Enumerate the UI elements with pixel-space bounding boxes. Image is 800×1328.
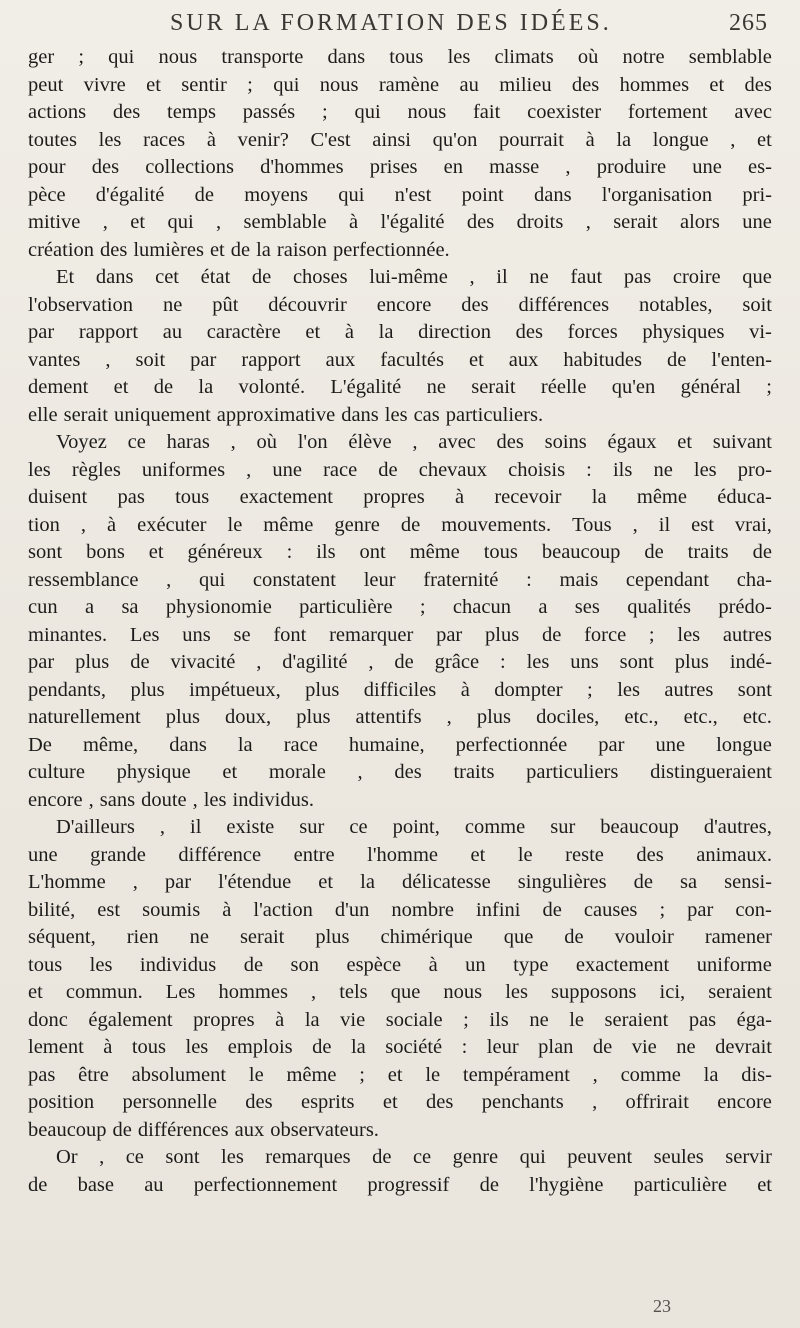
text-line: beaucoup de différences aux observateurs.	[28, 1118, 379, 1141]
text-line: tion , à exécuter le même genre de mouvements. Tous , il est vrai,	[28, 513, 772, 536]
text-line: sont bons et généreux : ils ont même tous beaucoup de traits de	[28, 541, 772, 563]
text-line: ressemblance , qui constatent leur fraternité : mais cependant cha-	[28, 568, 772, 591]
text-line: vantes , soit par rapport aux facultés et aux habitudes de l'enten-	[28, 348, 772, 371]
text-line: lement à tous les emplois de la société : leur plan de vie ne devrait	[28, 1036, 772, 1058]
text-line: pas être absolument le même ; et le tempérament , comme la dis-	[28, 1063, 772, 1086]
text-line: de base au perfectionnement progressif de l'hygiène particulière et	[28, 1173, 772, 1196]
body-text	[28, 44, 772, 1199]
text-line: l'observation ne pût découvrir encore des différences notables, soit	[28, 293, 772, 316]
text-line: donc également propres à la vie sociale ; ils ne le seraient pas éga-	[28, 1008, 772, 1031]
text-line: les règles uniformes , une race de chevaux choisis : ils ne les pro-	[28, 458, 772, 481]
text-line: par plus de vivacité , d'agilité , de grâce : les uns sont plus indé-	[28, 651, 772, 673]
text-line: Et dans cet état de choses lui-même , il ne faut pas croire que	[56, 266, 772, 288]
text-line: elle serait uniquement approximative dans les cas particuliers.	[28, 403, 544, 426]
text-line: mitive , et qui , semblable à l'égalité des droits , serait alors une	[28, 211, 772, 233]
text-line: cun a sa physionomie particulière ; chacun a ses qualités prédo-	[28, 596, 772, 618]
text-line: et commun. Les hommes , tels que nous les supposons ici, seraient	[28, 981, 772, 1003]
text-line: D'ailleurs , il existe sur ce point, comme sur beaucoup d'autres,	[56, 816, 772, 838]
signature-mark: 23	[653, 1296, 671, 1316]
text-line: actions des temps passés ; qui nous fait coexister fortement avec	[28, 101, 772, 123]
signature-row	[0, 1296, 800, 1320]
running-head	[62, 8, 772, 44]
text-line: pendants, plus impétueux, plus difficiles à dompter ; les autres sont	[28, 678, 772, 701]
text-line: par rapport au caractère et à la direction des forces physiques vi-	[28, 321, 772, 343]
text-line: position personnelle des esprits et des penchants , offrirait encore	[28, 1091, 772, 1113]
running-head-title: SUR LA FORMATION DES IDÉES.	[170, 10, 612, 36]
text-line: séquent, rien ne serait plus chimérique que de vouloir ramener	[28, 926, 772, 948]
text-line: dement et de la volonté. L'égalité ne serait réelle qu'en général ;	[28, 376, 772, 398]
text-line: encore , sans doute , les individus.	[28, 788, 314, 811]
text-line: bilité, est soumis à l'action d'un nombre infini de causes ; par con-	[28, 898, 772, 921]
text-line: L'homme , par l'étendue et la délicatesse singulières de sa sensi-	[28, 871, 772, 893]
text-line: De même, dans la race humaine, perfectionnée par une longue	[28, 733, 772, 756]
text-line: toutes les races à venir? C'est ainsi qu'on pourrait à la longue , et	[28, 128, 772, 151]
text-line: une grande différence entre l'homme et le reste des animaux.	[28, 843, 772, 866]
page-number: 265	[729, 10, 768, 36]
text-line: minantes. Les uns se font remarquer par plus de force ; les autres	[28, 623, 772, 646]
text-line: pèce d'égalité de moyens qui n'est point dans l'organisation pri-	[28, 183, 772, 206]
text-line: naturellement plus doux, plus attentifs , plus dociles, etc., etc., etc.	[28, 706, 772, 728]
text-line: culture physique et morale , des traits particuliers distingueraient	[28, 761, 772, 783]
text-line: ger ; qui nous transporte dans tous les climats où notre semblable	[28, 46, 772, 68]
text-line: duisent pas tous exactement propres à recevoir la même éduca-	[28, 486, 772, 508]
text-line: création des lumières et de la raison perfectionnée.	[28, 238, 450, 261]
text-line: pour des collections d'hommes prises en masse , produire une es-	[28, 156, 772, 178]
text-line: peut vivre et sentir ; qui nous ramène au milieu des hommes et des	[28, 73, 772, 96]
text-line: Voyez ce haras , où l'on élève , avec des soins égaux et suivant	[56, 431, 772, 453]
text-line: tous les individus de son espèce à un type exactement uniforme	[28, 953, 772, 976]
text-line: Or , ce sont les remarques de ce genre qui peuvent seules servir	[56, 1146, 772, 1168]
